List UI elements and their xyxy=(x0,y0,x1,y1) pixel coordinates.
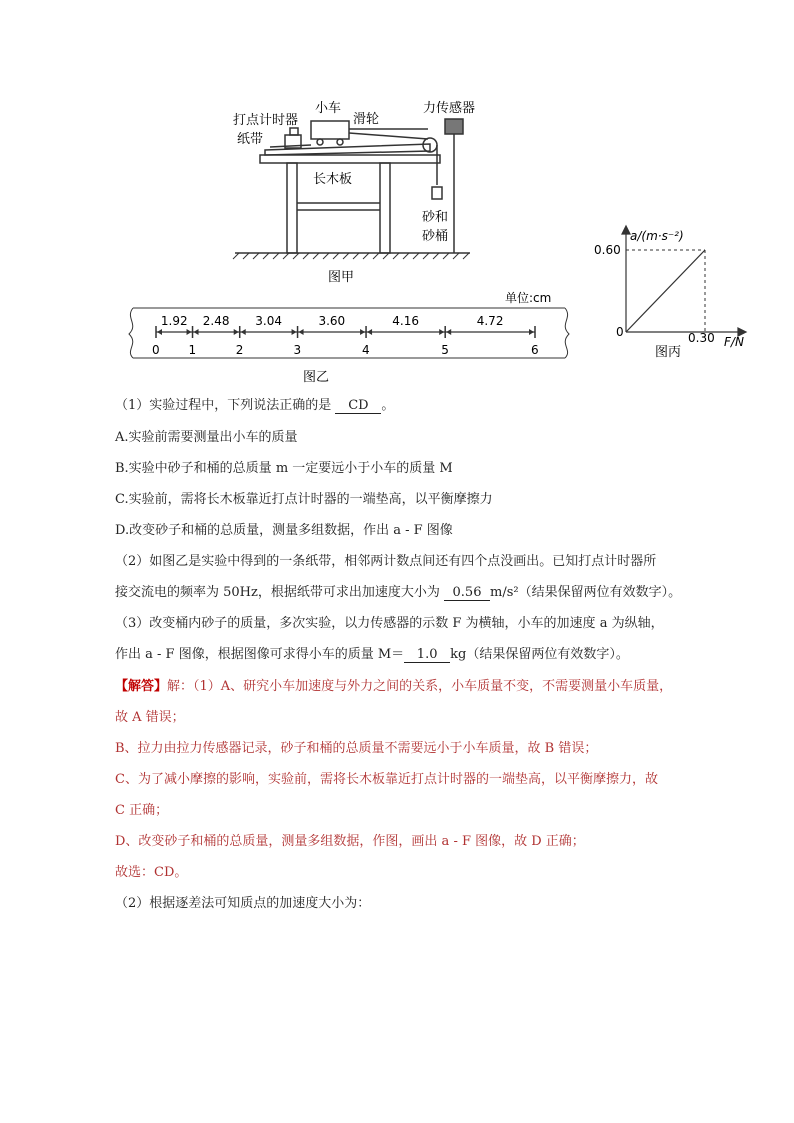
y-axis-arrow xyxy=(622,226,630,234)
cart xyxy=(311,121,349,139)
q2-answer: 0.56 xyxy=(444,585,490,601)
table-leg-right xyxy=(380,163,390,253)
tape-distance-label: 4.72 xyxy=(476,314,504,328)
distance-arrowhead xyxy=(360,329,365,335)
solution-line-3: B、拉力由拉力传感器记录，砂子和桶的总质量不需要远小于小车质量，故 B 错误； xyxy=(115,741,598,756)
option-c: C.实验前，需将长木板靠近打点计时器的一端垫高，以平衡摩擦力 xyxy=(115,492,493,507)
label-sand-1: 砂和 xyxy=(422,210,449,225)
option-a: A.实验前需要测量出小车的质量 xyxy=(115,430,298,445)
q1-answer: CD xyxy=(335,398,381,414)
distance-arrowhead xyxy=(446,329,451,335)
option-d: D.改变砂子和桶的总质量，测量多组数据，作出 a - F 图像 xyxy=(115,523,453,538)
distance-arrowhead xyxy=(187,329,192,335)
solution-line-5: C 正确； xyxy=(115,803,169,818)
force-sensor xyxy=(445,119,463,134)
distance-arrowhead xyxy=(157,329,162,335)
origin-label: 0 xyxy=(616,325,624,339)
solution-tag: 【解答】 xyxy=(115,679,168,694)
apparatus-figure xyxy=(225,95,485,285)
af-graph xyxy=(594,222,775,362)
tape-distance-label: 3.04 xyxy=(255,314,282,328)
question-2-line-2: 接交流电的频率为 50Hz，根据纸带可求出加速度大小为 0.56 m/s²（结果保留两位有效数字）。 xyxy=(115,585,682,600)
tape-point-label: 1 xyxy=(188,343,197,357)
x-axis-label: F/N xyxy=(724,335,744,349)
solution-line-6: D、改变砂子和桶的总质量，测量多组数据，作图，画出 a - F 图像，故 D 正确； xyxy=(115,834,585,849)
q1-text: （1）实验过程中，下列说法正确的是 xyxy=(115,398,336,413)
distance-arrowhead xyxy=(439,329,444,335)
solution-line-7: 故选：CD。 xyxy=(115,865,188,880)
tape-distance-label: 3.60 xyxy=(318,314,346,328)
distance-arrowhead xyxy=(234,329,239,335)
tape-point-label: 3 xyxy=(293,343,302,357)
caption-yi: 图乙 xyxy=(303,370,330,385)
solution-line-2: 故 A 错误； xyxy=(115,710,185,725)
table-leg-left xyxy=(287,163,297,253)
label-timer: 打点计时器 xyxy=(233,113,299,128)
distance-arrowhead xyxy=(194,329,199,335)
tape-distance-label: 2.48 xyxy=(202,314,230,328)
sand-bucket xyxy=(432,187,442,199)
label-pulley: 滑轮 xyxy=(353,112,380,127)
table-top xyxy=(260,155,440,163)
option-b: B.实验中砂子和桶的总质量 m 一定要远小于小车的质量 M xyxy=(115,461,453,476)
question-1: （1）实验过程中，下列说法正确的是 CD 。 xyxy=(115,398,395,413)
distance-arrowhead xyxy=(367,329,372,335)
tape-distance-label: 1.92 xyxy=(160,314,188,328)
caption-jia: 图甲 xyxy=(328,270,355,285)
caption-bing: 图丙 xyxy=(655,345,682,360)
tape-point-label: 0 xyxy=(152,343,160,357)
label-board: 长木板 xyxy=(313,172,353,187)
y-axis-label: a/(m·s⁻²) xyxy=(630,229,684,243)
question-3-line-1: （3）改变桶内砂子的质量，多次实验，以力传感器的示数 F 为横轴，小车的加速度 a 为纵轴， xyxy=(115,616,664,631)
q2-unit: m/s² xyxy=(490,585,519,600)
tape-point-label: 5 xyxy=(441,343,449,357)
label-sensor: 力传感器 xyxy=(423,101,476,116)
distance-arrowhead xyxy=(241,329,246,335)
label-cart: 小车 xyxy=(315,101,342,116)
y-tick-label: 0.60 xyxy=(594,243,621,257)
solution-line-8: （2）根据逐差法可知质点的加速度大小为： xyxy=(115,896,371,911)
x-tick-label: 0.30 xyxy=(688,331,715,345)
distance-arrowhead xyxy=(299,329,304,335)
question-2-line-1: （2）如图乙是实验中得到的一条纸带，相邻两计数点间还有四个点没画出。已知打点计时器所 xyxy=(115,554,657,569)
tape-left-tear xyxy=(129,308,133,358)
distance-arrowhead xyxy=(292,329,297,335)
tape-distance-label: 4.16 xyxy=(392,314,419,328)
solution-line-4: C、为了减小摩擦的影响，实验前，需将长木板靠近打点计时器的一端垫高，以平衡摩擦力，故 xyxy=(115,772,658,787)
question-3-line-2: 作出 a - F 图像，根据图像可求得小车的质量 M＝ 1.0 kg（结果保留两位有效数字）。 xyxy=(115,647,629,662)
tape-right-tear xyxy=(565,308,569,358)
q3-answer: 1.0 xyxy=(404,647,450,663)
tape-unit: 单位:cm xyxy=(505,291,552,305)
tape-point-label: 2 xyxy=(235,343,244,357)
label-tape: 纸带 xyxy=(237,132,264,147)
ground-hatch xyxy=(233,253,469,259)
data-line xyxy=(626,250,705,332)
solution-line-1: 【解答】解：（1）A、研究小车加速度与外力之间的关系，小车质量不变，不需要测量小车质量， xyxy=(115,679,673,694)
paper-tape xyxy=(270,145,311,147)
label-sand-2: 砂桶 xyxy=(422,229,449,244)
tape-point-label: 4 xyxy=(362,343,370,357)
distance-arrowhead xyxy=(529,329,534,335)
tape-figure xyxy=(125,288,580,386)
tape-point-label: 6 xyxy=(531,343,539,357)
